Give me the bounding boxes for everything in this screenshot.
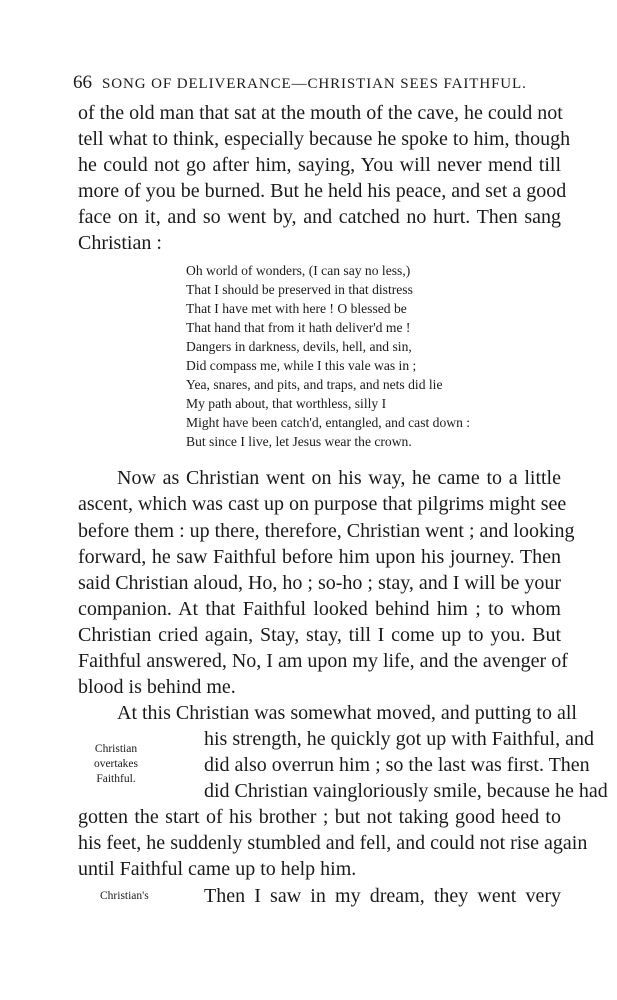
text-line: did Christian vaingloriously smile, because he had — [204, 780, 608, 802]
text-line: ascent, which was cast up on purpose that pilgrims might see — [78, 493, 567, 515]
text-line: forward, he saw Faithful before him upon his journey. Then — [78, 546, 561, 568]
verse-line: Oh world of wonders, (I can say no less,) — [186, 263, 411, 278]
text-line: At this Christian was somewhat moved, and putting to all — [117, 702, 577, 724]
text-line: Faithful answered, No, I am upon my life, and the avenger of — [78, 650, 568, 672]
verse-line: Might have been catch'd, entangled, and cast down : — [186, 415, 471, 430]
text-line: did also overrun him ; so the last was first. Then — [204, 754, 590, 776]
verse-line: My path about, that worthless, silly I — [186, 396, 387, 411]
text-line: Christian : — [78, 232, 162, 254]
verse-line: That I should be preserved in that distress — [186, 282, 413, 297]
text-line: Now as Christian went on his way, he came to a little — [117, 467, 561, 489]
text-line: blood is behind me. — [78, 676, 236, 698]
text-line: his strength, he quickly got up with Faithful, and — [204, 728, 594, 750]
text-line: Then I saw in my dream, they went very — [204, 885, 561, 907]
text-line: said Christian aloud, Ho, ho ; so-ho ; stay, and I will be your — [78, 572, 562, 594]
text-line: companion. At that Faithful looked behind him ; to whom — [78, 598, 561, 620]
text-line: he could not go after him, saying, You will never mend till — [78, 154, 561, 176]
text-line: tell what to think, especially because he spoke to him, though — [78, 128, 571, 150]
verse-line: But since I live, let Jesus wear the crown. — [186, 434, 412, 449]
verse-line: That I have met with here ! O blessed be — [186, 301, 407, 316]
page-number: 66 — [73, 72, 92, 93]
text-line: face on it, and so went by, and catched no hurt. Then sang — [78, 206, 561, 228]
sidenote-christians: Christian's — [100, 890, 149, 902]
text-line: his feet, he suddenly stumbled and fell, and could not rise again — [78, 832, 588, 854]
text-line: more of you be burned. But he held his peace, and set a good — [78, 180, 567, 202]
sidenote-line: Faithful. — [96, 773, 136, 785]
verse-line: Did compass me, while I this vale was in ; — [186, 358, 417, 373]
running-title: SONG OF DELIVERANCE—CHRISTIAN SEES FAITHFUL. — [102, 76, 527, 92]
sidenote-line: overtakes — [93, 758, 139, 770]
verse-line: That hand that from it hath deliver'd me ! — [186, 320, 411, 335]
running-header — [73, 72, 563, 94]
text-line: gotten the start of his brother ; but not taking good heed to — [78, 806, 561, 828]
text-line: Christian cried again, Stay, stay, till I come up to you. But — [78, 624, 561, 646]
verse-line: Yea, snares, and pits, and traps, and nets did lie — [186, 377, 443, 392]
sidenote-line: Christian — [94, 743, 138, 755]
text-line: until Faithful came up to help him. — [78, 858, 357, 880]
text-line: of the old man that sat at the mouth of the cave, he could not — [78, 102, 563, 124]
text-line: before them : up there, therefore, Christian went ; and looking — [78, 520, 575, 542]
verse-line: Dangers in darkness, devils, hell, and sin, — [186, 339, 412, 354]
